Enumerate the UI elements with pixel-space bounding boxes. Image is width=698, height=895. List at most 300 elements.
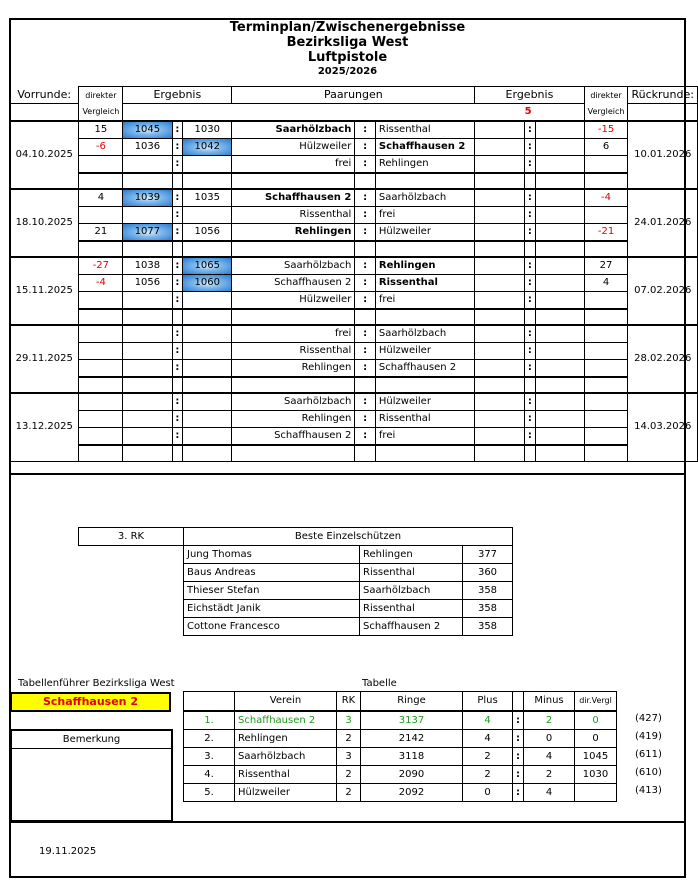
spacer-away-score [183, 309, 232, 325]
away-score [183, 156, 232, 174]
away-score [183, 428, 232, 446]
spacer-colon [172, 377, 183, 393]
score-separator: : [172, 257, 183, 275]
spacer-home [232, 241, 355, 257]
return-home-score [475, 325, 524, 343]
header-direkter-2: direkter [584, 87, 628, 104]
best-shooters-header [79, 528, 513, 546]
best-shooter-spacer [79, 618, 184, 636]
date-vorrunde: 13.12.2025 [10, 393, 79, 461]
leader-team: Schaffhausen 2 [10, 692, 171, 712]
pairing-separator: : [355, 360, 376, 378]
standings-header-colon [513, 692, 524, 711]
home-score [123, 393, 172, 411]
standings-club: Rissenthal [235, 765, 337, 783]
direct-compare-2: 6 [584, 139, 628, 156]
return-home-score [475, 360, 524, 378]
away-team: Saarhölzbach [375, 325, 474, 343]
date-vorrunde: 29.11.2025 [10, 325, 79, 393]
return-score-separator: : [524, 139, 536, 156]
home-team: Hülzweiler [232, 292, 355, 310]
header-paarungen: Paarungen [232, 87, 475, 104]
spacer-away [375, 309, 474, 325]
standings-header-minus: Minus [524, 692, 575, 711]
standings-extra-value: (611) [635, 749, 662, 760]
shooter-club: Saarhölzbach [360, 582, 463, 600]
away-team: Hülzweiler [375, 343, 474, 360]
return-away-score [536, 428, 584, 446]
away-team: Rehlingen [375, 257, 474, 275]
standings-ringe: 3118 [361, 747, 463, 765]
standings-club: Rehlingen [235, 729, 337, 747]
spacer-row [10, 309, 698, 325]
spacer-home-score [123, 173, 172, 189]
home-score [123, 156, 172, 174]
best-shooter-row [79, 582, 513, 600]
away-score: 1030 [183, 121, 232, 139]
return-home-score [475, 411, 524, 428]
return-score-separator: : [524, 189, 536, 207]
spacer-home [232, 309, 355, 325]
standings-row [184, 783, 617, 801]
pairing-separator: : [355, 257, 376, 275]
away-team: Rehlingen [375, 156, 474, 174]
match-row [10, 393, 698, 411]
match-row [10, 292, 698, 310]
spacer-colon-3 [524, 377, 536, 393]
header-vergleich-2: Vergleich [584, 104, 628, 122]
direct-compare-2: -15 [584, 121, 628, 139]
spacer-away [375, 377, 474, 393]
score-separator: : [172, 343, 183, 360]
best-shooters-round: 3. RK [79, 528, 184, 546]
spacer-dv2 [584, 377, 628, 393]
date-rueckrunde: 07.02.2026 [628, 257, 698, 325]
spacer-colon-3 [524, 309, 536, 325]
away-score: 1060 [183, 275, 232, 292]
standings-club: Saarhölzbach [235, 747, 337, 765]
home-team: Rissenthal [232, 343, 355, 360]
standings-rk: 2 [337, 729, 361, 747]
standings-dirvergl: 1030 [575, 765, 617, 783]
page-title [9, 20, 686, 79]
direct-compare-2 [584, 292, 628, 310]
spacer-away-score [183, 445, 232, 461]
subheader-empty-1 [10, 104, 79, 122]
away-team: Hülzweiler [375, 224, 474, 242]
standings-rk: 2 [337, 783, 361, 801]
direct-compare-1 [79, 411, 123, 428]
spacer-dv2 [584, 309, 628, 325]
spacer-colon [172, 173, 183, 189]
standings-pos: 3. [184, 747, 235, 765]
standings-plus: 4 [463, 729, 513, 747]
score-separator: : [172, 121, 183, 139]
spacer-r2 [536, 377, 584, 393]
return-score-separator: : [524, 292, 536, 310]
standings-club: Schaffhausen 2 [235, 711, 337, 730]
match-row [10, 411, 698, 428]
pairing-separator: : [355, 224, 376, 242]
return-score-separator: : [524, 411, 536, 428]
header-ergebnis-2: Ergebnis [475, 87, 584, 104]
home-team: Schaffhausen 2 [232, 275, 355, 292]
standings-header-pos [184, 692, 235, 711]
direct-compare-1 [79, 292, 123, 310]
spacer-r1 [475, 309, 524, 325]
spacer-colon-2 [355, 241, 376, 257]
standings-pos: 2. [184, 729, 235, 747]
best-shooter-spacer [79, 582, 184, 600]
title-line-1: Terminplan/Zwischenergebnisse [229, 20, 466, 35]
home-team: Saarhölzbach [232, 393, 355, 411]
match-row [10, 275, 698, 292]
match-row [10, 189, 698, 207]
return-home-score [475, 257, 524, 275]
date-rueckrunde: 14.03.2026 [628, 393, 698, 461]
direct-compare-1: 4 [79, 189, 123, 207]
match-row [10, 224, 698, 242]
pairing-separator: : [355, 343, 376, 360]
direct-compare-2 [584, 360, 628, 378]
spacer-row [10, 241, 698, 257]
standings-header-ringe: Ringe [361, 692, 463, 711]
away-team: Hülzweiler [375, 393, 474, 411]
direct-compare-2 [584, 343, 628, 360]
return-away-score [536, 189, 584, 207]
direct-compare-2 [584, 428, 628, 446]
standings-plus: 2 [463, 765, 513, 783]
home-score: 1036 [123, 139, 172, 156]
return-away-score [536, 343, 584, 360]
standings-minus: 2 [524, 765, 575, 783]
direct-compare-1 [79, 393, 123, 411]
home-team: Saarhölzbach [232, 121, 355, 139]
pairing-separator: : [355, 428, 376, 446]
return-away-score [536, 325, 584, 343]
away-score: 1042 [183, 139, 232, 156]
home-team: Schaffhausen 2 [232, 428, 355, 446]
spacer-away-score [183, 377, 232, 393]
spacer-dv1 [79, 309, 123, 325]
standings-rk: 3 [337, 747, 361, 765]
direct-compare-1 [79, 325, 123, 343]
spacer-colon-2 [355, 377, 376, 393]
return-score-separator: : [524, 207, 536, 224]
direct-compare-2 [584, 393, 628, 411]
pairing-separator: : [355, 139, 376, 156]
spacer-r2 [536, 173, 584, 189]
match-row [10, 139, 698, 156]
standings-colon: : [513, 729, 524, 747]
direct-compare-1: -4 [79, 275, 123, 292]
away-score [183, 292, 232, 310]
spacer-r1 [475, 173, 524, 189]
return-score-separator: : [524, 393, 536, 411]
header-vergleich-1: Vergleich [79, 104, 123, 122]
pairing-separator: : [355, 292, 376, 310]
spacer-r2 [536, 309, 584, 325]
schedule-subheader-row [10, 104, 698, 122]
match-row [10, 343, 698, 360]
match-row [10, 121, 698, 139]
pairing-separator: : [355, 189, 376, 207]
spacer-dv1 [79, 377, 123, 393]
best-shooter-row [79, 618, 513, 636]
best-shooters-title: Beste Einzelschützen [184, 528, 513, 546]
shooter-name: Cottone Francesco [184, 618, 360, 636]
spacer-colon [172, 445, 183, 461]
direct-compare-2 [584, 411, 628, 428]
pairing-separator: : [355, 207, 376, 224]
return-away-score [536, 207, 584, 224]
spacer-home [232, 445, 355, 461]
subheader-empty-2 [628, 104, 698, 122]
away-score [183, 343, 232, 360]
shooter-club: Rissenthal [360, 600, 463, 618]
home-score [123, 428, 172, 446]
standings-header-rk: RK [337, 692, 361, 711]
remark-label: Bemerkung [12, 731, 171, 749]
shooter-club: Rehlingen [360, 546, 463, 564]
spacer-away [375, 173, 474, 189]
spacer-home-score [123, 445, 172, 461]
spacer-away [375, 241, 474, 257]
home-team: frei [232, 325, 355, 343]
spacer-colon-2 [355, 173, 376, 189]
standings-table [183, 691, 617, 802]
pairing-separator: : [355, 325, 376, 343]
away-team: frei [375, 207, 474, 224]
away-team: frei [375, 292, 474, 310]
score-separator: : [172, 360, 183, 378]
standings-minus: 4 [524, 783, 575, 801]
standings-header-verein: Verein [235, 692, 337, 711]
away-score [183, 393, 232, 411]
return-away-score [536, 292, 584, 310]
away-score [183, 325, 232, 343]
return-home-score [475, 139, 524, 156]
standings-header [184, 692, 617, 711]
title-line-3: Luftpistole [307, 50, 388, 65]
standings-pos: 1. [184, 711, 235, 730]
return-score-separator: : [524, 325, 536, 343]
footer-date: 19.11.2025 [39, 846, 97, 857]
spacer-home-score [123, 241, 172, 257]
standings-colon: : [513, 783, 524, 801]
away-team: Rissenthal [375, 411, 474, 428]
direct-compare-2: -4 [584, 189, 628, 207]
standings-plus: 2 [463, 747, 513, 765]
return-away-score [536, 360, 584, 378]
home-team: Hülzweiler [232, 139, 355, 156]
home-team: Rehlingen [232, 411, 355, 428]
spacer-home [232, 377, 355, 393]
standings-header-dirvergl: dir.Vergl [575, 692, 617, 711]
date-vorrunde: 04.10.2025 [10, 121, 79, 189]
home-score [123, 343, 172, 360]
return-score-separator: : [524, 224, 536, 242]
best-shooter-spacer [79, 564, 184, 582]
shooter-name: Jung Thomas [184, 546, 360, 564]
shooter-score: 360 [463, 564, 513, 582]
score-separator: : [172, 393, 183, 411]
return-away-score [536, 121, 584, 139]
standings-ringe: 2142 [361, 729, 463, 747]
return-away-score [536, 257, 584, 275]
return-away-score [536, 411, 584, 428]
standings-minus: 4 [524, 747, 575, 765]
direct-compare-1 [79, 343, 123, 360]
best-shooter-row [79, 564, 513, 582]
schedule-table [9, 86, 698, 462]
footer-divider [9, 821, 686, 823]
shooter-score: 377 [463, 546, 513, 564]
standings-club: Hülzweiler [235, 783, 337, 801]
direct-compare-1 [79, 156, 123, 174]
away-score: 1065 [183, 257, 232, 275]
date-rueckrunde: 24.01.2026 [628, 189, 698, 257]
spacer-colon-3 [524, 241, 536, 257]
spacer-r1 [475, 241, 524, 257]
standings-colon: : [513, 765, 524, 783]
return-score-separator: : [524, 156, 536, 174]
return-score-separator: : [524, 257, 536, 275]
home-score [123, 207, 172, 224]
away-team: Rissenthal [375, 121, 474, 139]
home-team: Rehlingen [232, 224, 355, 242]
spacer-colon-2 [355, 309, 376, 325]
spacer-r1 [475, 445, 524, 461]
standings-rk: 3 [337, 711, 361, 730]
away-score [183, 411, 232, 428]
home-score [123, 360, 172, 378]
shooter-score: 358 [463, 582, 513, 600]
direct-compare-2: 27 [584, 257, 628, 275]
round-counter: 5 [123, 104, 584, 122]
home-score: 1077 [123, 224, 172, 242]
date-vorrunde: 15.11.2025 [10, 257, 79, 325]
spacer-away [375, 445, 474, 461]
spacer-dv1 [79, 173, 123, 189]
home-team: Schaffhausen 2 [232, 189, 355, 207]
match-row [10, 428, 698, 446]
return-home-score [475, 393, 524, 411]
return-home-score [475, 428, 524, 446]
score-separator: : [172, 207, 183, 224]
home-score: 1045 [123, 121, 172, 139]
remark-box [10, 729, 173, 822]
away-score [183, 207, 232, 224]
direct-compare-2: 4 [584, 275, 628, 292]
away-score: 1056 [183, 224, 232, 242]
home-score: 1038 [123, 257, 172, 275]
spacer-colon [172, 241, 183, 257]
direct-compare-2 [584, 156, 628, 174]
score-separator: : [172, 325, 183, 343]
spacer-home [232, 173, 355, 189]
best-shooters-table [78, 527, 513, 636]
return-score-separator: : [524, 121, 536, 139]
away-team: Schaffhausen 2 [375, 360, 474, 378]
date-vorrunde: 18.10.2025 [10, 189, 79, 257]
spacer-away-score [183, 173, 232, 189]
section-divider [9, 473, 686, 475]
pairing-separator: : [355, 156, 376, 174]
spacer-row [10, 173, 698, 189]
shooter-name: Thieser Stefan [184, 582, 360, 600]
match-row [10, 257, 698, 275]
pairing-separator: : [355, 411, 376, 428]
home-score: 1039 [123, 189, 172, 207]
return-score-separator: : [524, 343, 536, 360]
standings-rk: 2 [337, 765, 361, 783]
return-away-score [536, 139, 584, 156]
spacer-r2 [536, 445, 584, 461]
return-home-score [475, 156, 524, 174]
direct-compare-2 [584, 325, 628, 343]
shooter-name: Eichstädt Janik [184, 600, 360, 618]
standings-row [184, 711, 617, 730]
home-team: frei [232, 156, 355, 174]
return-away-score [536, 275, 584, 292]
score-separator: : [172, 411, 183, 428]
standings-dirvergl: 0 [575, 729, 617, 747]
standings-pos: 5. [184, 783, 235, 801]
pairing-separator: : [355, 275, 376, 292]
direct-compare-1 [79, 428, 123, 446]
standings-dirvergl [575, 783, 617, 801]
best-shooter-spacer [79, 546, 184, 564]
standings-minus: 0 [524, 729, 575, 747]
return-home-score [475, 292, 524, 310]
header-vorrunde: Vorrunde: [10, 87, 79, 104]
shooter-name: Baus Andreas [184, 564, 360, 582]
direct-compare-2: -21 [584, 224, 628, 242]
standings-ringe: 3137 [361, 711, 463, 730]
shooter-score: 358 [463, 600, 513, 618]
direct-compare-1 [79, 207, 123, 224]
header-ergebnis-1: Ergebnis [123, 87, 232, 104]
direct-compare-1: 21 [79, 224, 123, 242]
match-row [10, 207, 698, 224]
match-row [10, 360, 698, 378]
home-score [123, 292, 172, 310]
best-shooter-row [79, 546, 513, 564]
schedule-header-row [10, 87, 698, 104]
away-team: Schaffhausen 2 [375, 139, 474, 156]
score-separator: : [172, 428, 183, 446]
match-row [10, 325, 698, 343]
spacer-r2 [536, 241, 584, 257]
standings-extra-value: (427) [635, 713, 662, 724]
standings-row [184, 729, 617, 747]
return-home-score [475, 207, 524, 224]
spacer-away-score [183, 241, 232, 257]
standings-row [184, 765, 617, 783]
spacer-row [10, 445, 698, 461]
away-team: Saarhölzbach [375, 189, 474, 207]
score-separator: : [172, 156, 183, 174]
header-direkter-1: direkter [79, 87, 123, 104]
return-score-separator: : [524, 428, 536, 446]
direct-compare-2 [584, 207, 628, 224]
pairing-separator: : [355, 393, 376, 411]
header-rueckrunde: Rückrunde: [628, 87, 698, 104]
return-home-score [475, 121, 524, 139]
return-score-separator: : [524, 360, 536, 378]
spacer-dv1 [79, 445, 123, 461]
